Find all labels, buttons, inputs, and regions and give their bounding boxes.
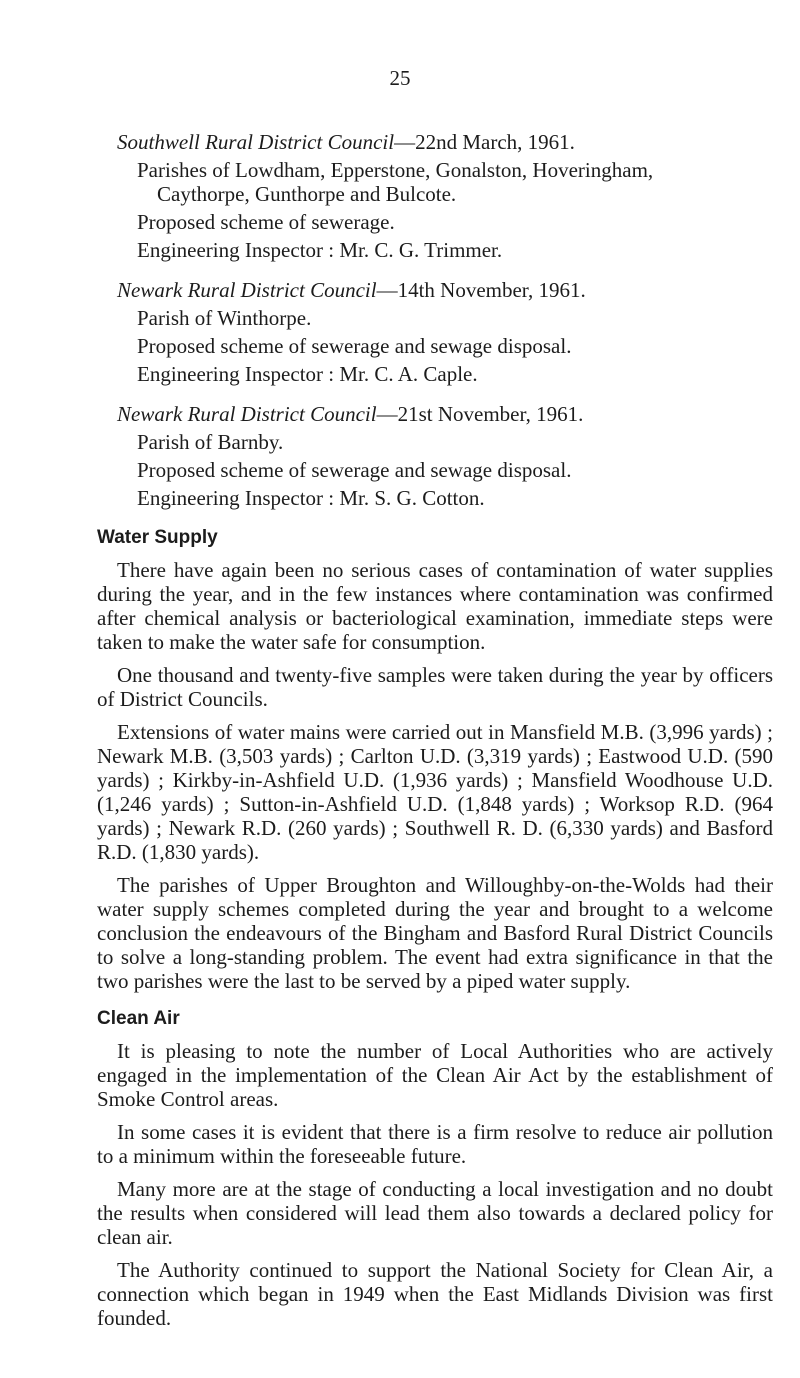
entry-line: Engineering Inspector : Mr. S. G. Cotton. <box>137 486 485 510</box>
entry-heading <box>117 130 773 154</box>
entry-line: Caythorpe, Gunthorpe and Bulcote. <box>157 182 457 206</box>
meeting-date: —14th November, 1961. <box>376 278 586 302</box>
water-supply-section <box>97 526 773 993</box>
entry-line: Parish of Winthorpe. <box>137 306 312 330</box>
section-heading: Clean Air <box>97 1008 180 1029</box>
paragraph: Many more are at the stage of conducting a local investigation and no doubt the results when considered will lead them also towards a declared policy for clean air. <box>97 1177 773 1249</box>
entry-line: Parishes of Lowdham, Epperstone, Gonalston, Hoveringham, <box>137 158 654 182</box>
paragraph: Extensions of water mains were carried out in Mansfield M.B. (3,996 yards) ; Newark M.B. (3,503 yards) ; Carlton U.D. (3,319 yards) ; Eastwood U.D. (590 yards) ; Kirkby-in-Ashfield U.D. (1,936 yards) ; Mansfield Woodhouse U.D. (1,246 yards) ; Sutton-in-Ashfield U.D. (1,848 yards) ; Worksop R.D. (964 yards) ; Newark R.D. (260 yards) ; Southwell R. D. (6,330 yards) and Basford R.D. (1,830 yards). <box>97 720 773 864</box>
entry-line: Parish of Barnby. <box>137 430 284 454</box>
paragraph: There have again been no serious cases of contamination of water supplies during the year, and in the few instances where contamination was confirmed after chemical analysis or bacteriological examination, immediate steps were taken to make the water safe for consumption. <box>97 558 773 654</box>
paragraph: One thousand and twenty-five samples were taken during the year by officers of District Councils. <box>97 663 773 711</box>
paragraph: The parishes of Upper Broughton and Willoughby-on-the-Wolds had their water supply schemes completed during the year and brought to a welcome conclusion the endeavours of the Bingham and Basford Rural District Councils to solve a long-standing problem. The event had extra significance in that the two parishes were the last to be served by a piped water supply. <box>97 873 773 993</box>
page-content <box>97 130 773 1339</box>
council-name: Southwell Rural District Council <box>117 130 395 154</box>
meeting-date: —22nd March, 1961. <box>394 130 575 154</box>
paragraph: The Authority continued to support the National Society for Clean Air, a connection which began in 1949 when the East Midlands Division was first founded. <box>97 1258 773 1330</box>
clean-air-section <box>97 1007 773 1330</box>
council-name: Newark Rural District Council <box>117 278 377 302</box>
paragraph: In some cases it is evident that there is a firm resolve to reduce air pollution to a minimum within the foreseeable future. <box>97 1120 773 1168</box>
council-entry <box>117 402 773 510</box>
council-name: Newark Rural District Council <box>117 402 377 426</box>
entry-line: Engineering Inspector : Mr. C. G. Trimmer. <box>137 238 503 262</box>
entry-line: Engineering Inspector : Mr. C. A. Caple. <box>137 362 478 386</box>
council-entry <box>117 278 773 386</box>
entry-line: Proposed scheme of sewerage and sewage disposal. <box>137 458 572 482</box>
section-heading: Water Supply <box>97 527 218 548</box>
council-entry <box>117 130 773 262</box>
page-number: 25 <box>389 66 411 90</box>
paragraph: It is pleasing to note the number of Local Authorities who are actively engaged in the implementation of the Clean Air Act by the establishment of Smoke Control areas. <box>97 1039 773 1111</box>
entry-heading <box>117 402 773 426</box>
entry-line: Proposed scheme of sewerage and sewage disposal. <box>137 334 572 358</box>
entry-heading <box>117 278 773 302</box>
entry-line: Proposed scheme of sewerage. <box>137 210 395 234</box>
meeting-date: —21st November, 1961. <box>376 402 584 426</box>
